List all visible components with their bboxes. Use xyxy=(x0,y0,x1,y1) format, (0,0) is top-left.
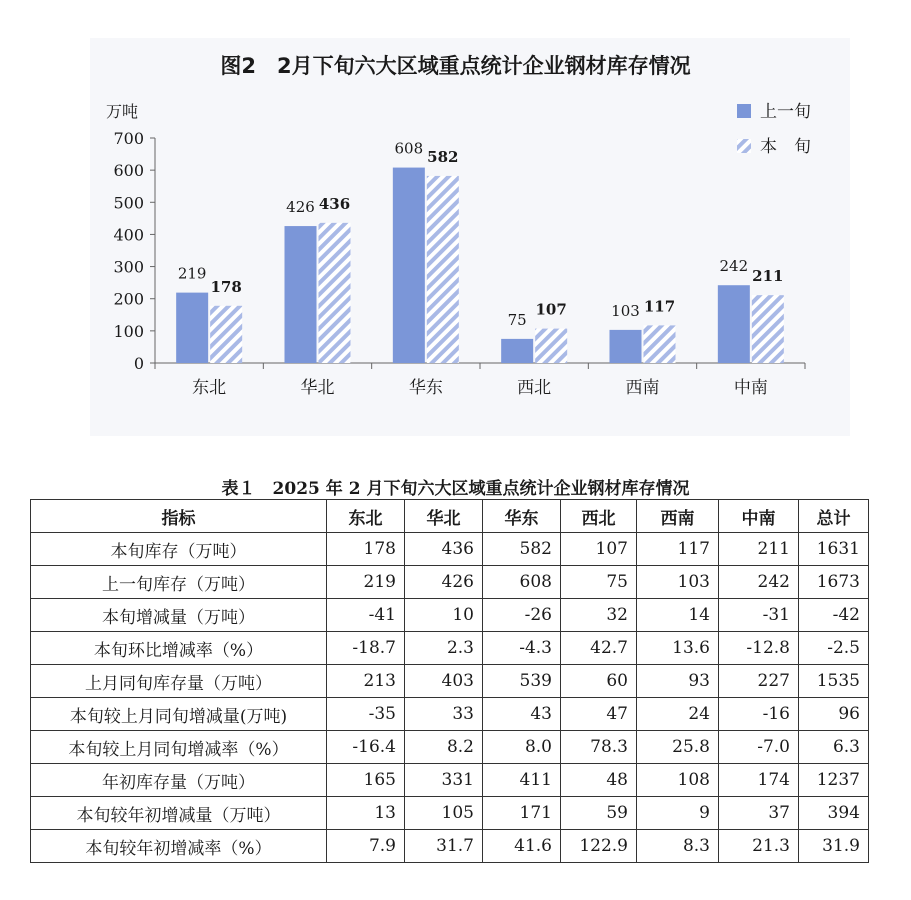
table-cell: 75 xyxy=(561,566,637,599)
table-cell: 108 xyxy=(637,764,719,797)
legend-label-prev: 上一旬 xyxy=(760,102,811,122)
table-cell: 47 xyxy=(561,698,637,731)
row-label: 本旬较上月同旬增减量(万吨) xyxy=(31,698,327,731)
row-label: 年初库存量（万吨） xyxy=(31,764,327,797)
table-row xyxy=(31,566,869,599)
table-cell: 174 xyxy=(719,764,799,797)
bar-prev-0 xyxy=(176,293,208,363)
table-cell: -4.3 xyxy=(483,632,561,665)
data-label-prev-0: 219 xyxy=(177,264,207,283)
table-cell: 6.3 xyxy=(799,731,869,764)
header-region: 西南 xyxy=(637,500,719,533)
table-cell: 103 xyxy=(637,566,719,599)
table-cell: 242 xyxy=(719,566,799,599)
table-cell: 178 xyxy=(327,533,405,566)
x-tick-label: 西北 xyxy=(517,378,552,398)
table-title: 表１ 2025 年 2 月下旬六大区域重点统计企业钢材库存情况 xyxy=(221,479,690,499)
row-label: 本旬较年初增减量（万吨） xyxy=(31,797,327,830)
legend-swatch-prev xyxy=(737,104,751,118)
y-tick-label: 0 xyxy=(133,354,144,373)
row-label: 本旬环比增减率（%） xyxy=(31,632,327,665)
y-tick-label: 400 xyxy=(113,225,144,245)
data-label-prev-1: 426 xyxy=(286,198,315,217)
table-cell: 608 xyxy=(483,566,561,599)
table-cell: 539 xyxy=(483,665,561,698)
legend-swatch-curr xyxy=(737,139,751,153)
data-label-curr-3: 107 xyxy=(535,300,567,319)
header-region: 华东 xyxy=(483,500,561,533)
table-cell: 436 xyxy=(405,533,483,566)
table-cell: 227 xyxy=(719,665,799,698)
table-cell: -12.8 xyxy=(719,632,799,665)
table-header-row xyxy=(31,500,869,533)
x-tick-label: 华北 xyxy=(300,378,335,398)
data-label-curr-5: 211 xyxy=(752,267,784,286)
table-cell: -16.4 xyxy=(327,731,405,764)
table-cell: 219 xyxy=(327,566,405,599)
table-cell: 42.7 xyxy=(561,632,637,665)
table-row xyxy=(31,632,869,665)
table-cell: 37 xyxy=(719,797,799,830)
chart-title: 图2 2月下旬六大区域重点统计企业钢材库存情况 xyxy=(220,54,691,78)
table-cell: 60 xyxy=(561,665,637,698)
header-region: 西北 xyxy=(561,500,637,533)
table-cell: 411 xyxy=(483,764,561,797)
table-cell: 117 xyxy=(637,533,719,566)
table-row xyxy=(31,830,869,863)
table-cell: 1535 xyxy=(799,665,869,698)
data-label-prev-4: 103 xyxy=(611,301,640,320)
bar-curr-4 xyxy=(644,325,676,363)
table-cell: 171 xyxy=(483,797,561,830)
table-cell: 2.3 xyxy=(405,632,483,665)
table-cell: -2.5 xyxy=(799,632,869,665)
y-tick-label: 700 xyxy=(113,129,144,148)
table-cell: 1237 xyxy=(799,764,869,797)
table-cell: 31.7 xyxy=(405,830,483,863)
table-cell: 165 xyxy=(327,764,405,797)
row-label: 本旬库存（万吨） xyxy=(31,533,327,566)
table-cell: 41.6 xyxy=(483,830,561,863)
table-cell: 43 xyxy=(483,698,561,731)
table-cell: 48 xyxy=(561,764,637,797)
table-cell: 9 xyxy=(637,797,719,830)
bar-curr-3 xyxy=(535,329,567,363)
table-cell: 107 xyxy=(561,533,637,566)
bar-curr-2 xyxy=(427,176,459,363)
row-label: 本旬较年初增减率（%） xyxy=(31,830,327,863)
table-cell: 8.2 xyxy=(405,731,483,764)
table-cell: 78.3 xyxy=(561,731,637,764)
data-label-curr-4: 117 xyxy=(643,297,676,316)
bar-curr-0 xyxy=(210,306,242,363)
row-label: 本旬较上月同旬增减率（%） xyxy=(31,731,327,764)
y-tick-label: 100 xyxy=(113,321,144,341)
table-cell: -16 xyxy=(719,698,799,731)
row-label: 上月同旬库存量（万吨） xyxy=(31,665,327,698)
table-cell: 331 xyxy=(405,764,483,797)
table-cell: -41 xyxy=(327,599,405,632)
table-cell: 96 xyxy=(799,698,869,731)
table-cell: 1631 xyxy=(799,533,869,566)
table-row xyxy=(31,533,869,566)
y-axis-label: 万吨 xyxy=(105,102,139,121)
bar-prev-4 xyxy=(610,330,642,363)
table-row xyxy=(31,764,869,797)
data-label-prev-5: 242 xyxy=(719,257,749,276)
table-row xyxy=(31,698,869,731)
data-label-curr-1: 436 xyxy=(318,194,351,213)
table-row xyxy=(31,731,869,764)
table-cell: 33 xyxy=(405,698,483,731)
table-cell: 31.9 xyxy=(799,830,869,863)
table-cell: 32 xyxy=(561,599,637,632)
table-cell: 213 xyxy=(327,665,405,698)
y-tick-label: 300 xyxy=(113,257,144,277)
table-cell: 93 xyxy=(637,665,719,698)
bar-prev-2 xyxy=(393,168,425,363)
y-tick-label: 200 xyxy=(113,289,144,309)
data-label-prev-3: 75 xyxy=(507,310,527,329)
table-cell: 24 xyxy=(637,698,719,731)
header-region: 华北 xyxy=(405,500,483,533)
table-cell: 105 xyxy=(405,797,483,830)
header-region: 中南 xyxy=(719,500,799,533)
table-cell: -7.0 xyxy=(719,731,799,764)
bar-curr-1 xyxy=(319,223,351,363)
table-cell: -42 xyxy=(799,599,869,632)
data-label-curr-0: 178 xyxy=(210,277,242,296)
table-cell: -35 xyxy=(327,698,405,731)
table-cell: 8.3 xyxy=(637,830,719,863)
x-tick-label: 中南 xyxy=(733,378,768,398)
legend-label-curr: 本 旬 xyxy=(760,137,811,157)
table-cell: 25.8 xyxy=(637,731,719,764)
header-indicator: 指标 xyxy=(31,500,327,533)
row-label: 上一旬库存（万吨） xyxy=(31,566,327,599)
table-cell: 10 xyxy=(405,599,483,632)
bar-prev-3 xyxy=(501,339,533,363)
y-tick-label: 500 xyxy=(113,193,144,213)
table-row xyxy=(31,797,869,830)
data-label-curr-2: 582 xyxy=(427,147,459,166)
table-cell: -26 xyxy=(483,599,561,632)
header-region: 总计 xyxy=(799,500,869,533)
x-tick-label: 西南 xyxy=(625,378,660,398)
bar-prev-5 xyxy=(718,285,750,363)
table-row xyxy=(31,665,869,698)
bar-curr-5 xyxy=(752,295,784,363)
data-label-prev-2: 608 xyxy=(394,139,424,158)
table-cell: 403 xyxy=(405,665,483,698)
table-cell: 21.3 xyxy=(719,830,799,863)
table-cell: 122.9 xyxy=(561,830,637,863)
bar-prev-1 xyxy=(285,226,317,363)
table-cell: 1673 xyxy=(799,566,869,599)
x-tick-label: 东北 xyxy=(192,378,227,398)
table-cell: 582 xyxy=(483,533,561,566)
row-label: 本旬增减量（万吨） xyxy=(31,599,327,632)
table-cell: -18.7 xyxy=(327,632,405,665)
y-tick-label: 600 xyxy=(113,161,144,181)
table-cell: 8.0 xyxy=(483,731,561,764)
table-cell: -31 xyxy=(719,599,799,632)
header-region: 东北 xyxy=(327,500,405,533)
table-cell: 59 xyxy=(561,797,637,830)
table-row xyxy=(31,599,869,632)
table-cell: 426 xyxy=(405,566,483,599)
table-cell: 13 xyxy=(327,797,405,830)
table-cell: 7.9 xyxy=(327,830,405,863)
table-cell: 211 xyxy=(719,533,799,566)
bar-chart xyxy=(0,0,911,440)
x-tick-label: 华东 xyxy=(408,378,443,398)
table-cell: 13.6 xyxy=(637,632,719,665)
inventory-table xyxy=(30,499,869,863)
table-cell: 14 xyxy=(637,599,719,632)
table-cell: 394 xyxy=(799,797,869,830)
